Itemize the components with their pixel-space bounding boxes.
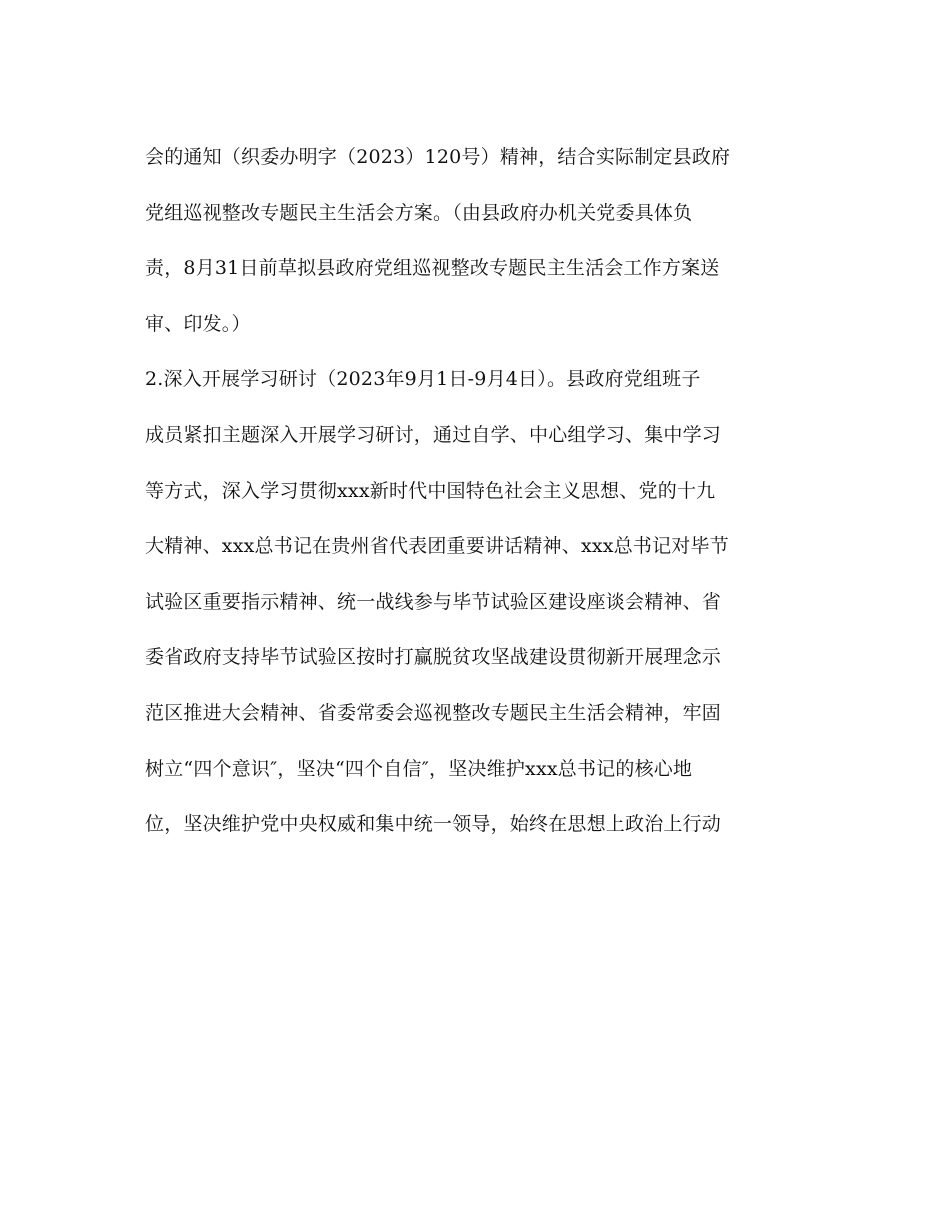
text-line: 党组巡视整改专题民主生活会方案。（由县政府办机关党委具体负: [145, 201, 693, 224]
text-line: 责，8月31日前草拟县政府党组巡视整改专题民主生活会工作方案送: [145, 257, 720, 280]
text-line: 等方式，深入学习贯彻xxx新时代中国特色社会主义思想、党的十九: [145, 479, 716, 502]
text-line: 2.深入开展学习研讨（2023年9月1日-9月4日）。县政府党组班子: [145, 368, 701, 391]
text-line: 试验区重要指示精神、统一战线参与毕节试验区建设座谈会精神、省: [145, 590, 722, 613]
text-line: 位，坚决维护党中央权威和集中统一领导，始终在思想上政治上行动: [145, 813, 722, 836]
text-line: 成员紧扣主题深入开展学习研讨，通过自学、中心组学习、集中学习: [145, 423, 722, 446]
text-line: 审、印发。）: [145, 312, 251, 335]
text-line: 树立“四个意识″，坚决“四个自信″，坚决维护xxx总书记的核心地: [145, 757, 693, 780]
text-line: 会的通知（织委办明字（2023）120号）精神，结合实际制定县政府: [145, 146, 731, 168]
text-line: 大精神、xxx总书记在贵州省代表团重要讲话精神、xxx总书记对毕节: [145, 535, 729, 558]
text-line: 委省政府支持毕节试验区按时打赢脱贫攻坚战建设贯彻新开展理念示: [145, 646, 722, 669]
text-line: 范区推进大会精神、省委常委会巡视整改专题民主生活会精神，牢固: [145, 701, 722, 724]
document-body: [145, 137, 815, 860]
